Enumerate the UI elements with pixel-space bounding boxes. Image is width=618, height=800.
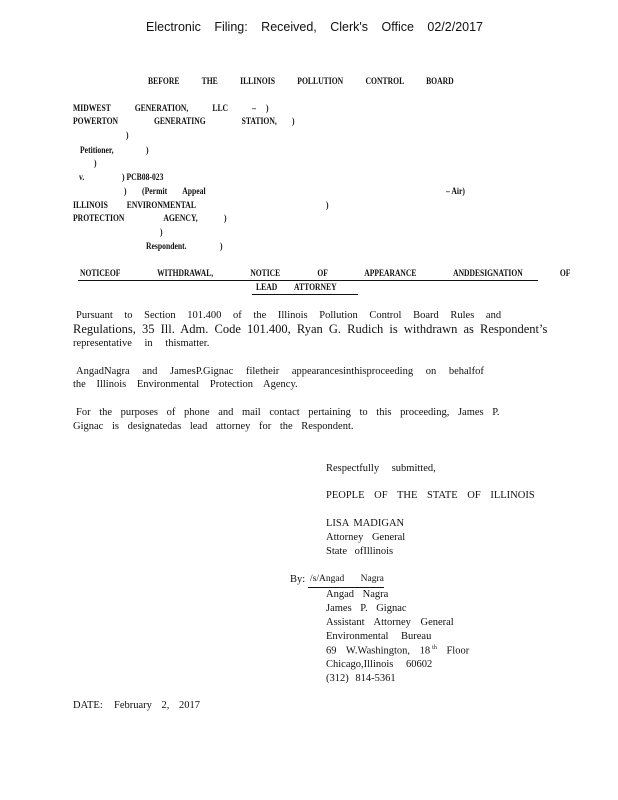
paragraph-2-line-2: the Illinois Environmental Protection Agency. — [73, 379, 298, 390]
paragraph-1-line-2: Regulations, 35 Ill. Adm. Code 101.400, Ryan G. Rudich is withdrawn as Respondent’s — [73, 322, 548, 336]
address-city: Chicago,Illinois 60602 — [326, 659, 433, 670]
date-label: DATE: — [73, 700, 103, 711]
by-label: By: — [290, 574, 306, 585]
permit-appeal-air: – Air) — [446, 186, 465, 196]
caption-paren: ) — [126, 130, 129, 140]
attorney-title: Assistant Attorney General — [326, 617, 454, 628]
signature-underline — [308, 587, 384, 588]
address-street-text: 69 W.Washington, 18 — [326, 645, 431, 657]
caption-paren: ) — [146, 145, 149, 155]
caption-paren: ) — [326, 200, 329, 210]
permit-appeal-label: ) (Permit Appeal — [124, 186, 206, 196]
caption-paren: ) — [292, 116, 295, 126]
paragraph-2-line-1: AngadNagra and JamesP.Gignac filetheir appearancesinthisproceeding on behalfof — [76, 366, 484, 377]
respondent-name-line-1: ILLINOIS ENVIRONMENTAL — [73, 200, 196, 210]
address-street — [326, 645, 469, 657]
notice-title-line-2: LEAD ATTORNEY — [256, 282, 337, 292]
closing-line: Respectfully submitted, — [326, 463, 436, 474]
bureau-name: Environmental Bureau — [326, 631, 432, 642]
date-value: February 2, 2017 — [114, 700, 201, 711]
notice-title-underline-2 — [252, 294, 358, 295]
attorney-general-title: Attorney General — [326, 532, 406, 543]
attorney-general-name: LISA MADIGAN — [326, 518, 405, 529]
case-number: ) PCB08-023 — [122, 172, 164, 182]
paragraph-3-line-1: For the purposes of phone and mail contact pertaining to this proceeding, James P. — [76, 407, 500, 418]
paragraph-3-line-2: Gignac is designatedas lead attorney for the Respondent. — [73, 421, 354, 432]
paragraph-1-line-1: Pursuant to Section 101.400 of the Illinois Pollution Control Board Rules and — [76, 310, 502, 321]
caption-paren: ) — [94, 158, 97, 168]
electronic-signature: /s/Angad Nagra — [310, 574, 384, 584]
paragraph-1-line-3: representative in thismatter. — [73, 338, 210, 349]
caption-paren: ) — [266, 103, 269, 113]
attorney-name-1: Angad Nagra — [326, 589, 389, 600]
petitioner-name-line-1: MIDWEST GENERATION, LLC – — [73, 103, 256, 113]
caption-paren: ) — [160, 227, 163, 237]
floor-word: Floor — [446, 645, 470, 657]
petitioner-name-line-2: POWERTON GENERATING STATION, — [73, 116, 277, 126]
versus-label: v. — [79, 172, 85, 182]
respondent-name-line-2: PROTECTION AGENCY, — [73, 213, 198, 223]
filing-stamp-header: Electronic Filing: Received, Clerk's Office 02/2/2017 — [146, 20, 484, 34]
caption-before-line: BEFORE THE ILLINOIS POLLUTION CONTROL BOARD — [148, 76, 454, 86]
attorney-name-2: James P. Gignac — [326, 603, 407, 614]
caption-paren: ) — [220, 241, 223, 251]
petitioner-label: Petitioner, — [80, 145, 114, 155]
phone-number: (312) 814-5361 — [326, 673, 396, 684]
party-name: PEOPLE OF THE STATE OF ILLINOIS — [326, 490, 535, 501]
respondent-label: Respondent. — [146, 241, 187, 251]
notice-title-underline-1 — [78, 280, 538, 281]
floor-superscript: th — [432, 645, 437, 651]
attorney-general-state: State ofIllinois — [326, 546, 394, 557]
notice-title-line-1: NOTICEOF WITHDRAWAL, NOTICE OF APPEARANCE ANDDESIGNATION OF — [80, 268, 571, 278]
caption-paren: ) — [224, 213, 227, 223]
